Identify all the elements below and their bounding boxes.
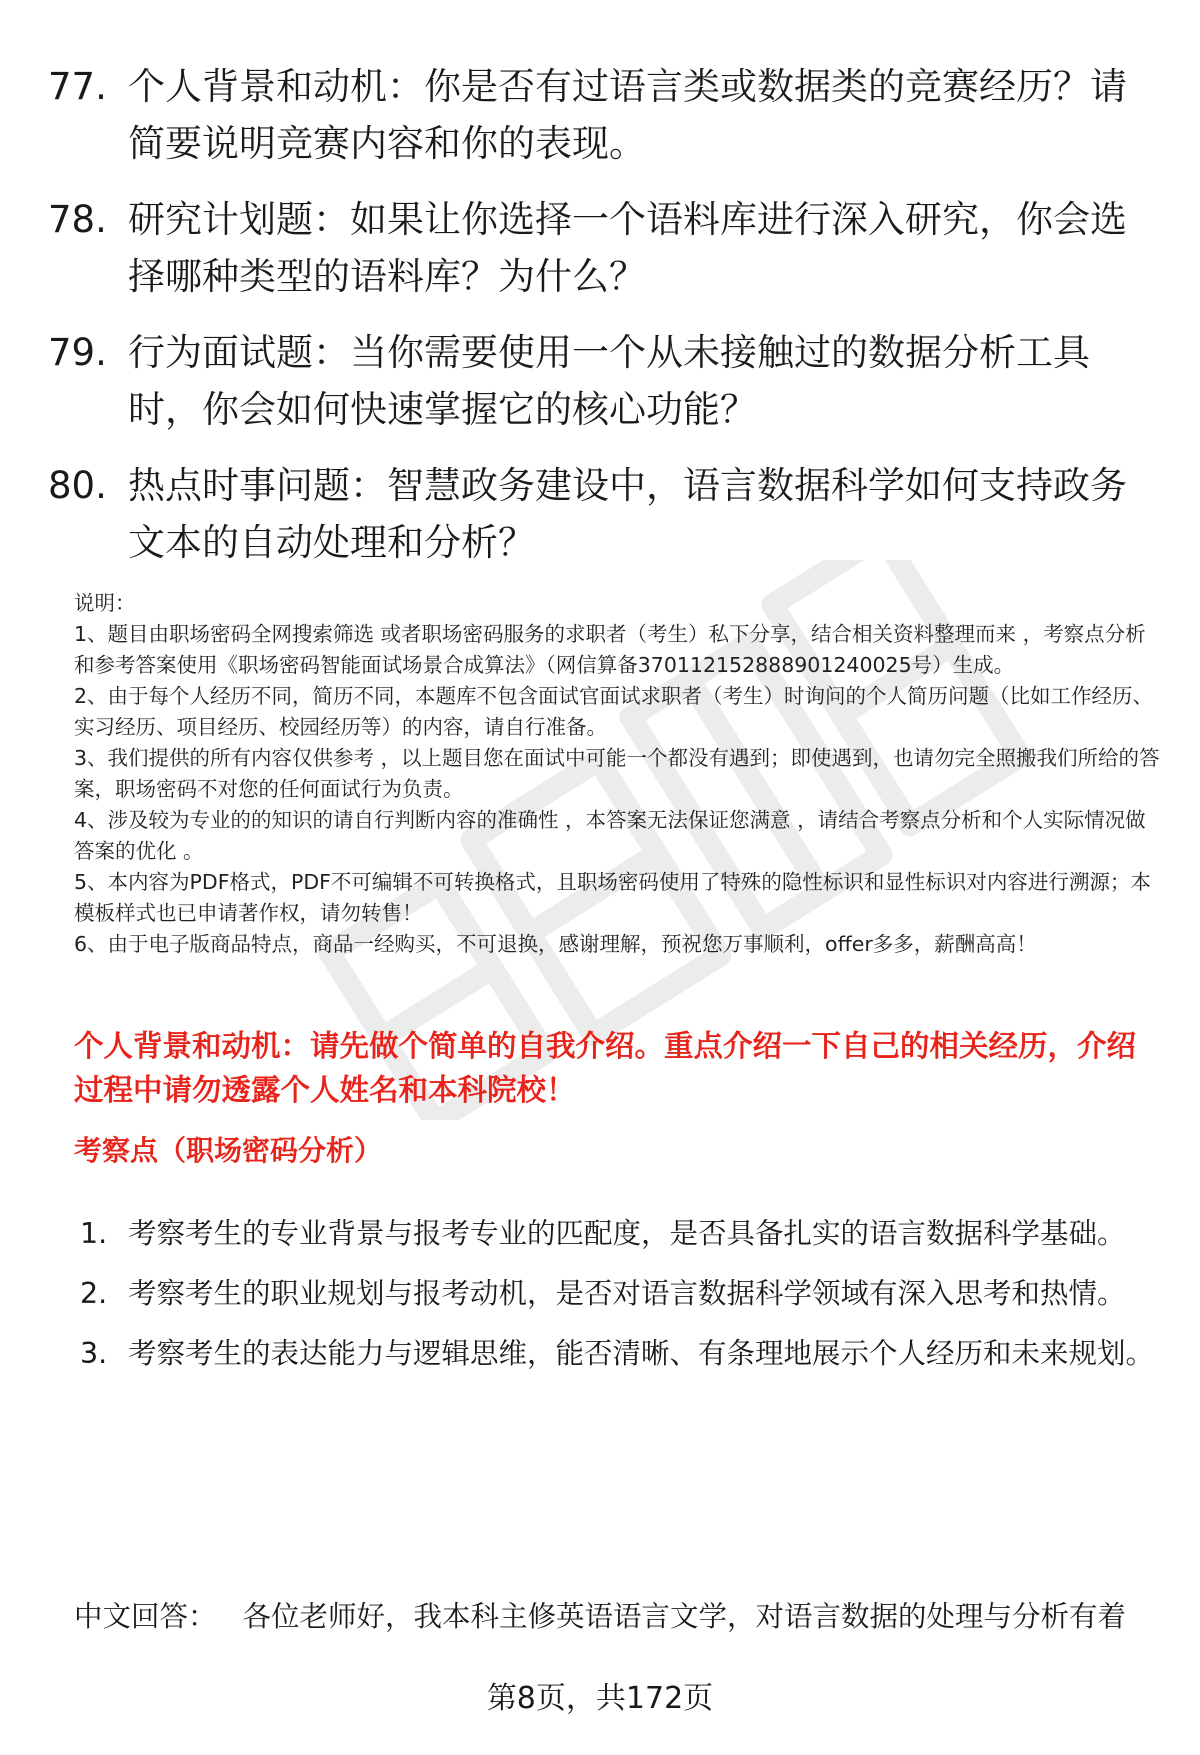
question-item <box>48 457 1158 571</box>
question-text: 行为面试题：当你需要使用一个从未接触过的数据分析工具时，你会如何快速掌握它的核心功能？ <box>128 331 1090 431</box>
notes-title: 说明： <box>74 591 136 615</box>
note-item: 6、由于电子版商品特点，商品一经购买，不可退换，感谢理解，预祝您万事顺利，offer多多，薪酬高高！ <box>74 932 1037 956</box>
note-item: 3、我们提供的所有内容仅供参考 ，以上题目您在面试中可能一个都没有遇到；即使遇到，也请勿完全照搬我们所给的答案，职场密码不对您的任何面试行为负责。 <box>74 746 1160 801</box>
assessment-points <box>80 1204 1160 1384</box>
question-text: 个人背景和动机：你是否有过语言类或数据类的竞赛经历？请简要说明竞赛内容和你的表现。 <box>128 65 1127 165</box>
answer-text: 各位老师好，我本科主修英语语言文学，对语言数据的处理与分析有着 <box>242 1600 1127 1633</box>
answer-paragraph <box>74 1595 1174 1639</box>
question-text: 研究计划题：如果让你选择一个语料库进行深入研究，你会选择哪种类型的语料库？为什么？ <box>128 198 1127 298</box>
page-footer: 第8页，共172页 <box>486 1681 714 1716</box>
answer-label: 中文回答： <box>74 1600 217 1633</box>
question-number: 78. <box>48 198 107 241</box>
note-item: 5、本内容为PDF格式，PDF不可编辑不可转换格式，且职场密码使用了特殊的隐性标识和显性标识对内容进行溯源；本模板样式也已申请著作权，请勿转售！ <box>74 870 1151 925</box>
assessment-point <box>80 1324 1160 1384</box>
question-item <box>48 191 1158 305</box>
question-list <box>48 58 1158 590</box>
point-number: 3. <box>80 1337 108 1370</box>
section-title: 个人背景和动机：请先做个简单的自我介绍。重点介绍一下自己的相关经历，介绍过程中请勿透露个人姓名和本科院校！ <box>74 1029 1137 1107</box>
assessment-point <box>80 1264 1160 1324</box>
section-subtitle: 考察点（职场密码分析） <box>74 1134 383 1167</box>
point-text: 考察考生的职业规划与报考动机，是否对语言数据科学领域有深入思考和热情。 <box>128 1277 1126 1310</box>
point-text: 考察考生的专业背景与报考专业的匹配度，是否具备扎实的语言数据科学基础。 <box>128 1217 1126 1250</box>
assessment-point <box>80 1204 1160 1264</box>
note-item: 2、由于每个人经历不同，简历不同，本题库不包含面试官面试求职者（考生）时询问的个人简历问题（比如工作经历、实习经历、项目经历、校园经历等）的内容，请自行准备。 <box>74 684 1154 739</box>
notes-section <box>74 588 1160 960</box>
question-number: 77. <box>48 65 107 108</box>
question-text: 热点时事问题：智慧政务建设中，语言数据科学如何支持政务文本的自动处理和分析？ <box>128 464 1127 564</box>
point-number: 1. <box>80 1217 108 1250</box>
point-number: 2. <box>80 1277 108 1310</box>
question-item <box>48 58 1158 172</box>
question-item <box>48 324 1158 438</box>
note-item: 1、题目由职场密码全网搜索筛选 或者职场密码服务的求职者（考生）私下分享，结合相关资料整理而来 ，考察点分析和参考答案使用《职场密码智能面试场景合成算法》（网信算备370112152888901240025号）生成。 <box>74 622 1146 677</box>
question-number: 79. <box>48 331 107 374</box>
note-item: 4、涉及较为专业的的知识的请自行判断内容的准确性 ，本答案无法保证您满意 ，请结合考察点分析和个人实际情况做答案的优化 。 <box>74 808 1146 863</box>
point-text: 考察考生的表达能力与逻辑思维，能否清晰、有条理地展示个人经历和未来规划。 <box>128 1337 1155 1370</box>
question-number: 80. <box>48 464 107 507</box>
